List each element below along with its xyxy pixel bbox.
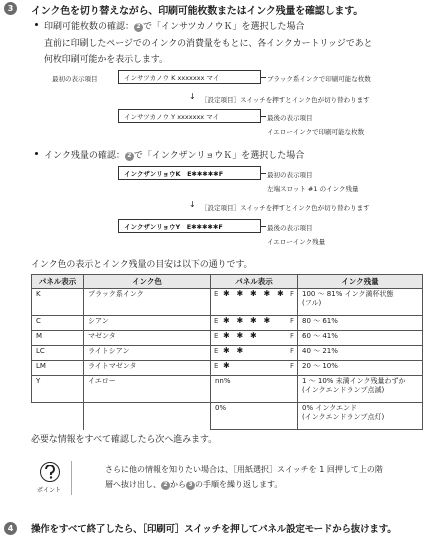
- connector-line: [261, 116, 266, 117]
- step-3-heading: インク色を切り替えながら、印刷可能枚数またはインク残量を確認します。: [31, 6, 363, 17]
- lcd-ink-level-k: インクザンリョウK E✱✱✱✱✱F: [118, 166, 261, 180]
- cell-gauge: [211, 331, 298, 346]
- print-count-desc-2: 何枚印刷可能かを表示します。: [44, 55, 168, 65]
- gauge-stars: ✱ ✱ ✱: [223, 331, 259, 340]
- step-ref-icon: 2: [134, 23, 143, 32]
- print-count-k-note: ブラック系インクで印刷可能な枚数: [267, 75, 371, 83]
- hint-line-2-pre: 層へ抜け出し、: [105, 480, 161, 489]
- cell-code: M: [32, 331, 84, 346]
- arrow-down-icon: ↓: [189, 200, 196, 209]
- hint-line-2-mid: から: [170, 480, 186, 489]
- gauge-e: E: [214, 347, 219, 355]
- connector-line: [261, 173, 266, 174]
- step-3-badge: 3: [4, 2, 17, 15]
- table-header-row: [32, 275, 423, 289]
- table-row: [32, 403, 423, 430]
- header-panel-display: パネル表示: [32, 275, 84, 289]
- table-row: [32, 346, 423, 361]
- first-item-label: 最初の表示項目: [52, 75, 98, 83]
- print-count-desc-1: 直前に印刷したページでのインクの消費量をもとに、各インクカートリッジであと: [44, 39, 373, 49]
- lcd-print-count-y: インサツカノウ Y xxxxxxx マイ: [118, 109, 261, 123]
- hint-line-1: さらに他の情報を知りたい場合は、［用紙選択］スイッチを 1 回押して上の階: [105, 465, 383, 474]
- step-ref-icon: 2: [161, 481, 170, 490]
- cell-color: ライトシアン: [84, 346, 211, 361]
- cell-color: ライトマゼンタ: [84, 361, 211, 376]
- bullet-print-count: [44, 19, 304, 32]
- table-row: [32, 316, 423, 331]
- after-table-text: 必要な情報をすべて確認したら次へ進みます。: [31, 435, 218, 445]
- cell-level: [298, 376, 423, 403]
- last-item-label: 最後の表示項目: [267, 114, 313, 122]
- cell-gauge-text: nn%: [211, 376, 298, 403]
- cell-code: K: [32, 289, 84, 316]
- arrow-down-icon: ↓: [189, 92, 196, 101]
- bullet-ink-level-pre: インク残量の確認：: [44, 151, 125, 161]
- cell-level: [298, 289, 423, 316]
- header-panel-display-2: パネル表示: [211, 275, 298, 289]
- table-row: [32, 361, 423, 376]
- point-glyph-icon: [44, 465, 56, 479]
- lcd-ink-level-y: インクザンリョウY E✱✱✱✱✱F: [118, 219, 261, 233]
- gauge-f: F: [289, 317, 294, 325]
- header-ink-level: インク残量: [298, 275, 423, 289]
- ink-level-y-note: イエローインク残量: [267, 238, 326, 246]
- lcd-print-count-k: インサツカノウ K xxxxxxx マイ: [118, 70, 261, 84]
- step-ref-icon: 2: [125, 152, 134, 161]
- cell-level: [298, 403, 423, 430]
- cell-gauge: [211, 361, 298, 376]
- gauge-e: E: [214, 332, 219, 340]
- bullet-print-count-pre: 印刷可能枚数の確認：: [44, 22, 135, 32]
- level-sub-text: (インクエンドランプ点滅): [302, 385, 385, 394]
- hint-label: ポイント: [37, 487, 62, 494]
- cell-code: LM: [32, 361, 84, 376]
- gauge-stars: ✱ ✱ ✱ ✱: [223, 316, 273, 325]
- step-ref-icon: 3: [186, 481, 195, 490]
- hint-divider: [71, 461, 72, 495]
- bullet-ink-level: [44, 148, 304, 161]
- connector-line: [261, 77, 266, 78]
- table-row: [32, 289, 423, 316]
- step-4-badge: 4: [4, 522, 17, 535]
- cell-code: Y: [32, 376, 84, 403]
- header-ink-color: インク色: [84, 275, 211, 289]
- point-icon: [40, 462, 60, 482]
- gauge-f: F: [289, 362, 294, 370]
- hint-box: [31, 457, 438, 499]
- gauge-f: F: [289, 332, 294, 340]
- print-count-y-note: イエローインクで印刷可能な枚数: [267, 128, 365, 136]
- cell-level: 40 ～ 21%: [298, 346, 423, 361]
- cell-level: 20 ～ 10%: [298, 361, 423, 376]
- cell-code: LC: [32, 346, 84, 361]
- level-text: 100 ～ 81% インク満杯状態: [302, 290, 394, 298]
- gauge-e: E: [214, 362, 219, 370]
- bullet-ink-level-post: で「インクザンリョウＫ」を選択した場合: [133, 151, 305, 161]
- gauge-stars: ✱ ✱ ✱ ✱ ✱: [223, 289, 286, 298]
- table-intro: インク色の表示とインク残量の目安は以下の通りです。: [31, 260, 253, 270]
- cell-gauge: [211, 289, 298, 316]
- cell-color: ブラック系インク: [84, 289, 211, 316]
- cell-color: マゼンタ: [84, 331, 211, 346]
- cell-color: [84, 403, 211, 430]
- gauge-e: E: [214, 317, 219, 325]
- hint-line-2: [105, 477, 438, 492]
- cell-level: 60 ～ 41%: [298, 331, 423, 346]
- level-text: 0% インクエンド: [302, 404, 358, 412]
- cell-gauge: [211, 346, 298, 361]
- cell-gauge-text: 0%: [211, 403, 298, 430]
- gauge-f: F: [289, 347, 294, 355]
- first-item-label-2: 最初の表示項目: [267, 171, 313, 179]
- level-sub-text: (フル): [302, 298, 322, 307]
- cell-color: シアン: [84, 316, 211, 331]
- cell-level: 80 ～ 61%: [298, 316, 423, 331]
- cell-code: [32, 403, 84, 430]
- switch-note-2: ［設定項目］スイッチを押すとインク色が切り替わります: [201, 204, 370, 212]
- switch-note-1: ［設定項目］スイッチを押すとインク色が切り替わります: [201, 96, 370, 104]
- last-item-label-2: 最後の表示項目: [267, 224, 313, 232]
- table-row: [32, 376, 423, 403]
- step-4-heading: 操作をすべて終了したら、［印刷可］スイッチを押してパネル設定モードから抜けます。: [31, 524, 397, 535]
- gauge-e: E: [214, 290, 219, 298]
- level-sub-text: (インクエンドランプ点灯): [302, 412, 385, 421]
- ink-guide-table: [31, 274, 423, 430]
- gauge-stars: ✱: [223, 361, 232, 370]
- cell-code: C: [32, 316, 84, 331]
- bullet-print-count-post: で「インサツカノウＫ」を選択した場合: [143, 22, 305, 32]
- hint-line-2-post: の手順を繰り返します。: [195, 480, 283, 489]
- level-text: 1 ～ 10% 未満インク残量わずか: [302, 377, 406, 385]
- gauge-f: F: [289, 290, 294, 298]
- hint-text: [105, 462, 438, 492]
- table-row: [32, 331, 423, 346]
- cell-gauge: [211, 316, 298, 331]
- gauge-stars: ✱ ✱: [223, 346, 246, 355]
- connector-line: [261, 226, 266, 227]
- ink-level-k-note: 左端スロット #1 のインク残量: [267, 185, 359, 193]
- cell-color: イエロー: [84, 376, 211, 403]
